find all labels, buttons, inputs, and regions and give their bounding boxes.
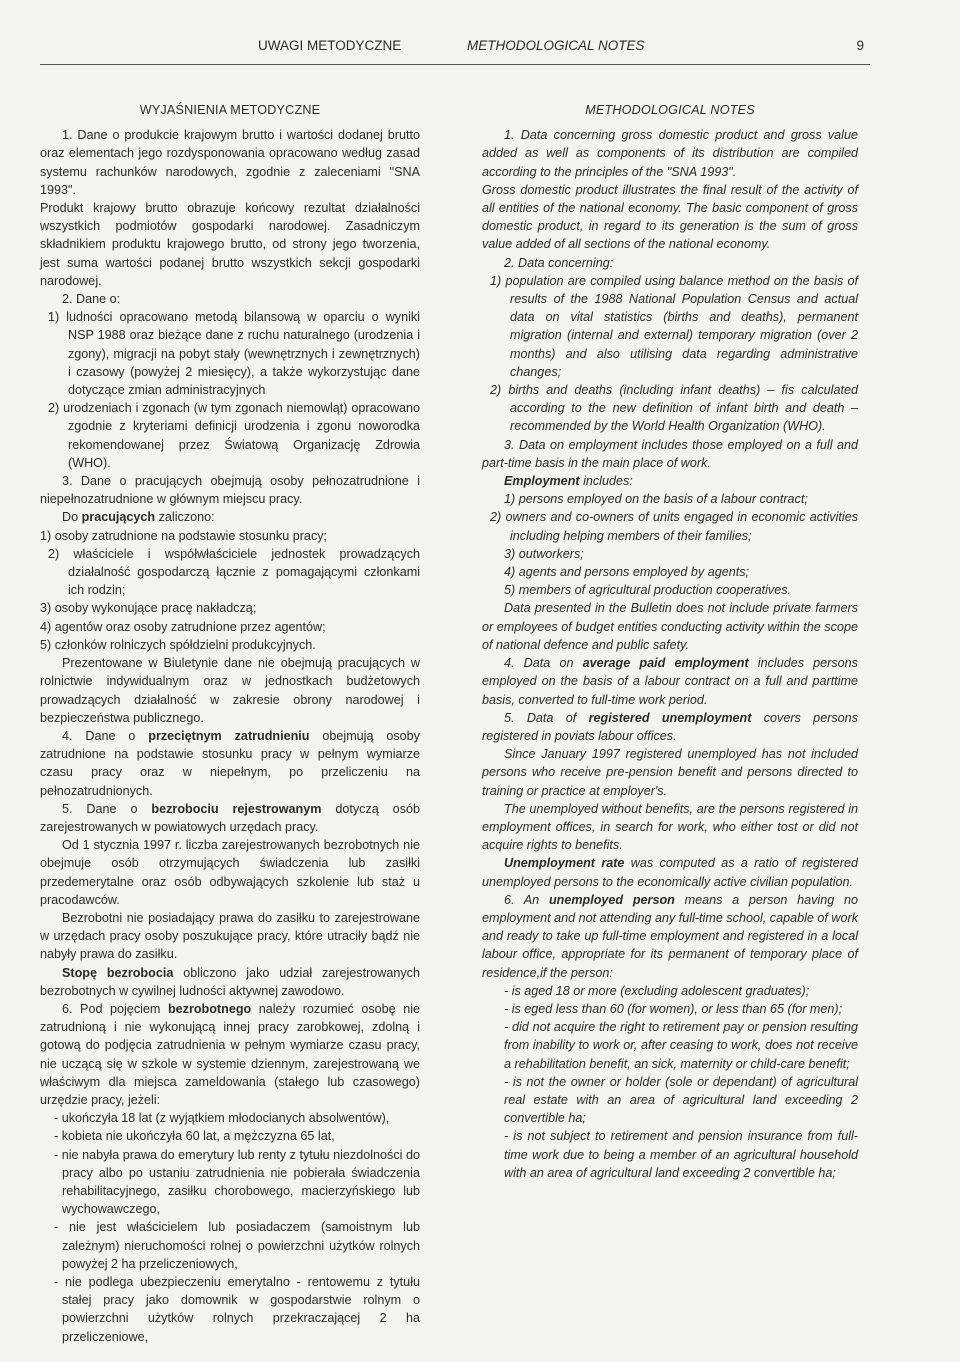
paragraph-data-on: 2. Dane o: bbox=[62, 292, 121, 307]
list-item-employed: 1) persons employed on the basis of a labour contract; bbox=[504, 492, 808, 507]
list-item-births-deaths: 2) births and deaths (including infant deaths) – fis calculated according to the new definition of infant birth and death – recommended by the World Health Organization (WHO). bbox=[490, 383, 858, 434]
paragraph-unemployed-person: 6. Pod pojęciem bezrobotnego należy rozumieć osobę nie zatrudnioną i nie wykonującą innej pracy zarobkowej, zdolną i gotową do podjęcia zatrudnienia w pełnym wymiarze czasu pracy, nie uczącą się w szkole w systemie dziennym, zarejestrowaną we właściwym dla miejsca zameldowania (stałego lub czasowego) urzędzie pracy, jeżeli: bbox=[40, 1001, 420, 1107]
paragraph-gdp-definition: Produkt krajowy brutto obrazuje końcowy rezultat działalności wszystkich podmiotów gospodarki narodowej. Zasadniczym składnikiem produktu krajowego brutto, od strony jego tworzenia, jest suma wartości podanej brutto wszystkich sekcji gospodarki narodowej. bbox=[40, 201, 420, 288]
paragraph-bulletin-excludes: Prezentowane w Biuletynie dane nie obejmują pracujących w rolnictwie indywidualnym oraz w jednostkach budżetowych prowadzących działalność w zakresie obrony narodowej i bezpieczeństwa publicznego. bbox=[40, 656, 420, 725]
paragraph-average-employment: 4. Dane o przeciętnym zatrudnieniu obejmują osoby zatrudnione na podstawie stosunku pracy w pełnym wymiarze czasu pracy oraz w niepełnym, po przeliczeniu na pełnozatrudnionych. bbox=[40, 728, 420, 798]
condition-age: - is aged 18 or more (excluding adolescent graduates); bbox=[504, 983, 810, 998]
paragraph-employment-includes: Do pracujących zaliczono: bbox=[62, 510, 215, 525]
paragraph-unemployed-person: 6. An unemployed person means a person having no employment and not attending any full-time school, capable of work and ready to take up full-time employment and registered in a local labour office, appropriate for its permanent of temporary place of residence,if the person: bbox=[482, 892, 858, 980]
condition-land-owner: - nie jest właścicielem lub posiadaczem (samoistnym lub zależnym) nieruchomości rolnej o powierzchni użytków rolnych powyżej 2 ha przeliczeniowych, bbox=[54, 1220, 420, 1271]
condition-insurance: - is not subject to retirement and pension insurance from full-time work due to being a member of an agricultural household with an area of agricultural land exceeding 2 convertible ha; bbox=[504, 1129, 858, 1180]
paragraph-gdp: 1. Data concerning gross domestic product and gross value added as well as components of its distribution are compiled according to the principles of the "SNA 1993". bbox=[482, 128, 858, 179]
section-heading-en: METHODOLOGICAL NOTES bbox=[585, 103, 755, 117]
paragraph-bulletin-excludes: Data presented in the Bulletin does not include private farmers or employees of budget entities conducting activity within the scope of national defence and public safety. bbox=[482, 601, 858, 652]
header-title-en: METHODOLOGICAL NOTES bbox=[467, 38, 645, 53]
list-item-employed: 1) osoby zatrudnione na podstawie stosunku pracy; bbox=[40, 528, 328, 543]
page-number: 9 bbox=[856, 38, 864, 53]
paragraph-registered-unemployment: 5. Dane o bezrobociu rejestrowanym dotyczą osób zarejestrowanych w powiatowych urzędach pracy. bbox=[40, 801, 420, 834]
section-heading-pl: WYJAŚNIENIA METODYCZNE bbox=[139, 103, 321, 117]
list-item-agents: 4) agentów oraz osoby zatrudnione przez agentów; bbox=[40, 619, 326, 634]
page-header bbox=[40, 38, 874, 60]
paragraph-employment-includes: Employment includes: bbox=[504, 474, 633, 489]
column-polish bbox=[40, 101, 420, 1346]
paragraph-without-benefits: The unemployed without benefits, are the persons registered in employment offices, in search for work, who either tost or did not acquire rights to benefits. bbox=[482, 801, 858, 853]
paragraph-gdp-definition: Gross domestic product illustrates the final result of the activity of all entities of the national economy. The basic component of gross domestic product, in regard to its generation is the sum of gross value added of all sections of the national economy. bbox=[482, 182, 858, 252]
paragraph-without-benefits: Bezrobotni nie posiadający prawa do zasiłku to zarejestrowane w urzędach pracy osoby poszukujące pracy, które utraciły bądź nie nabyły prawa do zasiłku. bbox=[40, 910, 420, 962]
header-title-pl: UWAGI METODYCZNE bbox=[258, 38, 402, 53]
paragraph-employment: 3. Data on employment includes those employed on a full and part-time basis in the main place of work. bbox=[482, 437, 858, 470]
condition-pension: - nie nabyła prawa do emerytury lub renty z tytułu niezdolności do pracy albo po ustaniu zatrudnienia nie pobierała świadczenia rehabilitacyjnego, zasiłku chorobowego, macierzyńskiego lub wychowawczego, bbox=[54, 1147, 420, 1217]
list-item-population: 1) ludności opracowano metodą bilansową w oparciu o wyniki NSP 1988 oraz bieżące dane z ruchu naturalnego (urodzenia i zgony), migracji na pobyt stały (wewnętrznych i zewnętrznych) i czasowy (powyżej 2 miesięcy), a także wykorzystując dane dotyczące zmian administracyjnych bbox=[48, 310, 420, 398]
list-item-owners: 2) owners and co-owners of units engaged in economic activities including helping members of their families; bbox=[490, 510, 858, 543]
list-item-agents: 4) agents and persons employed by agents; bbox=[504, 565, 750, 580]
condition-max-age: - kobieta nie ukończyła 60 lat, a mężczyzna 65 lat, bbox=[54, 1129, 335, 1144]
paragraph-unemployment-rate: Unemployment rate was computed as a ratio of registered unemployed persons to the economically active civilian population. bbox=[482, 856, 858, 889]
condition-land-owner: - is not the owner or holder (sole or dependant) of agricultural real estate with an area of agricultural land exceeding 2 convertible ha; bbox=[504, 1074, 858, 1126]
header-divider bbox=[40, 64, 870, 65]
paragraph-unemployment-rate: Stopę bezrobocia obliczono jako udział zarejestrowanych bezrobotnych w cywilnej ludności aktywnej zawodowo. bbox=[40, 965, 420, 998]
paragraph-data-on: 2. Data concerning: bbox=[504, 255, 614, 270]
list-item-population: 1) population are compiled using balance method on the basis of results of the 1988 National Population Census and actual data on vital statistics (births and deaths), permanent migration (internal and external) temporary migration (over 2 months) and also utilising data regarding administrative changes; bbox=[490, 273, 858, 379]
paragraph-average-employment: 4. Data on average paid employment includes persons employed on the basis of a labour contract on a full and parttime basis, converted to full-time work period. bbox=[482, 656, 858, 707]
list-item-owners: 2) właściciele i współwłaściciele jednostek prowadzących działalność gospodarczą łącznie z pomagającymi członkami ich rodzin; bbox=[48, 546, 420, 598]
paragraph-registered-unemployment: 5. Data of registered unemployment covers persons registered in poviats labour offices. bbox=[482, 710, 858, 743]
paragraph-gdp: 1. Dane o produkcie krajowym brutto i wartości dodanej brutto oraz elementach jego rozdysponowania opracowano według zasad systemu rachunków narodowych, zgodnie z zaleceniami "SNA 1993". bbox=[40, 128, 420, 197]
list-item-births-deaths: 2) urodzeniach i zgonach (w tym zgonach niemowląt) opracowano zgodnie z kryteriami definicji urodzenia i zgonu noworodka rekomendowanej przez Światową Organizację Zdrowia (WHO). bbox=[48, 401, 420, 470]
column-english bbox=[482, 101, 858, 1182]
list-item-outworkers: 3) outworkers; bbox=[504, 546, 584, 561]
paragraph-since-1997: Since January 1997 registered unemployed has not included persons who receive pre-pension benefit and persons directed to training or practice at employer's. bbox=[482, 747, 858, 798]
condition-insurance: - nie podlega ubezpieczeniu emerytalno - rentowemu z tytułu stałej pracy jako domownik w gospodarstwie rolnym o powierzchni użytków rolnych przekraczającej 2 ha przeliczeniowe, bbox=[54, 1275, 420, 1344]
list-item-cooperatives: 5) members of agricultural production cooperatives. bbox=[504, 583, 791, 598]
paragraph-since-1997: Od 1 stycznia 1997 r. liczba zarejestrowanych bezrobotnych nie obejmuje osób otrzymujących świadczenia lub zasiłki przedemerytalne oraz osób odbywających szkolenie lub staż u pracodawców. bbox=[40, 838, 420, 907]
list-item-outworkers: 3) osoby wykonujące pracę nakładczą; bbox=[40, 601, 257, 616]
condition-age: - ukończyła 18 lat (z wyjątkiem młodocianych absolwentów), bbox=[54, 1111, 390, 1126]
condition-max-age: - is eged less than 60 (for women), or less than 65 (for men); bbox=[504, 1001, 843, 1016]
condition-pension: - did not acquire the right to retirement pay or pension resulting from inability to work or, after ceasing to work, does not receive a rehabilitation benefit, an sick, maternity or child-care benefit; bbox=[504, 1020, 858, 1071]
list-item-cooperatives: 5) członków rolniczych spółdzielni produkcyjnych. bbox=[40, 637, 316, 652]
paragraph-employment: 3. Dane o pracujących obejmują osoby pełnozatrudnione i niepełnozatrudnione w głównym miejscu pracy. bbox=[40, 474, 420, 507]
